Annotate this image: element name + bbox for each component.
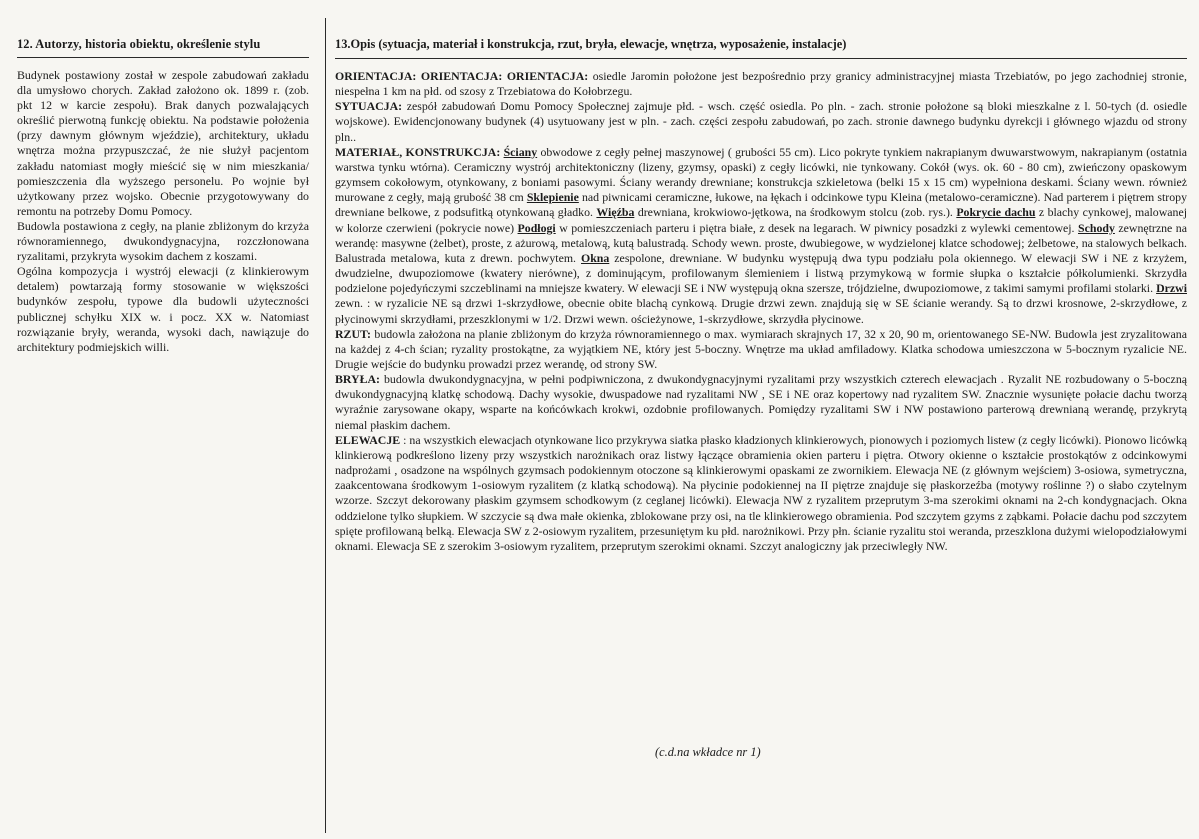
history-paragraph: Budynek postawiony został w zespole zabudowań zakładu dla umysłowo chorych. Zakład założono ok. 1899 r. (zob. pkt 12 w karcie zespołu). Brak danych pozwalających określić pierwotną funkcję obiektu. Na podstawie położenia (przy dawnym głównym wjeździe), architektury, układu wnętrza można przypuszczać, że nie służył pacjentom zakładu natomiast mogły mieścić się w nim mieszkania/ pomieszczenia dla wyższego personelu. Po wojnie był użytkowany przez wojsko. Obecnie przygotowywany do remontu na potrzeby Domu Pomocy. xyxy=(17,68,309,218)
section-13-heading: 13.Opis (sytuacja, materiał i konstrukcja, rzut, bryła, elewacje, wnętrza, wyposażenie, instalacje) xyxy=(335,37,847,51)
bryla-label: BRYŁA: xyxy=(335,372,380,387)
elewacje-text: : na wszystkich elewacjach otynkowane lico przykrywa siatka płasko kładzionych klinkierowych, pionowych i poziomych listew (z cegły licówki). Pionowo licówką klinkierową podkreślono lizeny przy wszystkich narożnikach oraz listwy łączące obramienia okien parteru i piętra. Otwory okienne o kształcie prostokątów z odcinkowymi nadprożami , osadzone na wspólnych gzymsach podokiennym otoczone są klinkierowymi opaskami ze zwornikiem. Elewacja NE (z głównym wejściem) 3-osiowa, symetryczna, zaakcentowana środkowym 1-osiowym ryzalitem (z klatką schodową). Na płycinie podokiennej na II piętrze znajduje się płaskorzeźba (motywy roślinne ?) o słabo czytelnym wzorze. Szczyt dekorowany płaskim gzymsem schodkowym (z ceglanej licówki). Elewacja NW z ryzalitem przeprutym 3-ma szerokimi oknami na 2-ch kondygnacjach. Okna oddzielone tylko słupkiem. W szczycie są dwa małe okienka, zblokowane przy osi, na tle klinkierowego obramienia. Pod szczytem gzyms z ząbkami. Połacie dachu pod szczytem spięte profilowaną belką. Elewacja SW z 2-osiowym ryzalitem, przesuniętym ku płd. narożnikowi. Przy płn. ścianie ryzalitu stoi weranda, przeszklona dużymi wielopodziałowymi oknami. Elewacja SE z szerokim 3-osiowym ryzalitem, przeprutym szerokimi oknami. Szczyt analogiczny jak przeciwległy NW. xyxy=(335,432,1187,553)
sytuacja-paragraph xyxy=(335,99,1187,144)
windows-keyword: Okna xyxy=(581,250,610,265)
bryla-paragraph xyxy=(335,372,1187,433)
elewacje-label: ELEWACJE xyxy=(335,432,401,447)
vault-text: nad piwnicami ceramiczne, łukowe, na łękach i odcinkowe typu Kleina (metalowo-ceramiczne). Nad parterem i piętrem stropy drewniane belkowe, z podsufitką otynkowaną gładko. xyxy=(335,190,1188,220)
walls-text: obwodowe z cegły pełnej maszynowej ( grubości 55 cm). Lico pokryte tynkiem nakrapianym dwuwarstwowym, nakrapianym (ostatnia warstwa tynku wtórna). Ceramiczny wystrój architektoniczny (lizeny, gzymsy, opaski) z cegły licówki, nie tynkowany. Cokół (wys. ok. 60 - 80 cm), zwieńczony opaskowym gzymsem cokołowym, otynkowany, z boniami pasowymi. Ściany werandy drewniane; konstrukcja szkieletowa (belki 15 x 15 cm) wypełniona deskami. Ściany wewn. również murowane z cegły, mają grubość 38 cm xyxy=(335,144,1188,205)
structure-paragraph: Budowla postawiona z cegły, na planie zbliżonym do krzyża równoramiennego, dwukondygnacyjna, rozczłonowana ryzalitami, przykryta wysokim dachem z koszami. xyxy=(17,218,309,264)
rzut-text: budowla założona na planie zbliżonym do krzyża równoramiennego o max. wymiarach skrajnych 17, 32 x 20, 90 m, orientowanego SE-NW. Budowla jest zryzalitowana na każdej z 4-ch ścian; ryzality prostokątne, za wyjątkiem NE, który jest 5-boczny. Wnętrze ma układ amfiladowy. Klatka schodowa umieszczona w 5-bocznym ryzalicie NE. Drugie wejście do budynku prowadzi przez werandę, od strony SW. xyxy=(335,326,1187,371)
stairs-text: zewnętrzne na werandę: masywne (żelbet), proste, z ażurową, metalową, kutą balustradą. Schody wewn. proste, dwubiegowe, w wydzielonej klatce schodowej; żelbetowe, na stalowych belkach. Balustrada metalowa, kuta z drewn. pochwytem. xyxy=(335,220,1187,265)
material-paragraph xyxy=(335,145,1187,327)
doors-keyword: Drzwi xyxy=(1156,281,1187,296)
doors-text: zewn. : w ryzalicie NE są drzwi 1-skrzydłowe, obecnie obite blachą cynkową. Drugie drzwi zewn. znajdują się w SE ścianie werandy. Są to drzwi krosnowe, 2-skrzydłowe, z płycinowymi skrzydłami, przeszklonymi w 1/2. Drzwi wewn. ościeżynowe, 1-skrzydłowe, skrzydła płycinowe. xyxy=(335,296,1187,326)
bryla-text: budowla dwukondygnacyjna, w pełni podpiwniczona, z dwukondygnacyjnymi ryzalitami przy wszystkich czterech elewacjach . Ryzalit NE rozbudowany o 5-boczną dwukondygnacyjną klatkę schodową. Dachy wysokie, dwuspadowe nad ryzalitami NW , SE i NE oraz kopertowy nad ryzalitem SW. Znacznie wysunięte połacie dachu tworzą wyraźnie zarysowane okapy, wsparte na końcówkach krokwi, ozdobnie profilowanych. Pomiędzy ryzalitami SW i NW postawiono parterową drewnianą werandę, przykrytą niemal płaskim dachem. xyxy=(335,372,1187,432)
section-12 xyxy=(17,36,309,355)
floors-keyword: Podłogi xyxy=(517,220,556,235)
section-13 xyxy=(335,36,1187,554)
continuation-note: (c.d.na wkładce nr 1) xyxy=(655,745,761,759)
vault-keyword: Sklepienie xyxy=(526,190,579,205)
rzut-label: RZUT: xyxy=(335,326,371,341)
section-12-rule xyxy=(17,57,309,58)
roofing-keyword: Pokrycie dachu xyxy=(956,205,1036,220)
stairs-keyword: Schody xyxy=(1078,220,1115,235)
orientacja-label: ORIENTACJA: ORIENTACJA: ORIENTACJA: xyxy=(335,69,589,83)
walls-keyword: Ściany xyxy=(503,144,538,159)
section-12-heading: 12. Autorzy, historia obiektu, określenie stylu xyxy=(17,37,261,51)
orientacja-paragraph xyxy=(335,69,1187,99)
roof-truss-text: drewniana, krokwiowo-jętkowa, na środkowym stolcu (zob. rys.). xyxy=(634,205,957,220)
rzut-paragraph xyxy=(335,327,1187,372)
elewacje-paragraph xyxy=(335,433,1187,554)
floors-text: w pomieszczeniach parteru i piętra białe, z desek na legarach. W piwnicy posadzki z wylewki cementowej. xyxy=(555,220,1079,235)
material-label: MATERIAŁ, KONSTRUKCJA: xyxy=(335,144,501,159)
style-paragraph: Ogólna kompozycja i wystrój elewacji (z klinkierowym detalem) powtarzają formy stosowanie w większości budynków zespołu, typowe dla budowli użyteczności publicznej schyłku XIX w. i pocz. XX w. Natomiast rozwiązanie bryły, weranda, wysoki dach, nawiązuje do architektury podmiejskich willi. xyxy=(17,264,309,354)
roofing-text: z blachy cynkowej, malowanej w kolorze czerwieni (pokrycie nowe) xyxy=(335,205,1188,235)
roof-truss-keyword: Więźba xyxy=(596,205,635,220)
sytuacja-label: SYTUACJA: xyxy=(335,99,403,114)
windows-text: zespolone, drewniane. W budynku występują dwa typu podziału pola okiennego. W elewacji SW i NE z krzyżem, dwudzielne, dwupoziomowe (kwatery nierówne), z dominującym, profilowanym ślemieniem i listwą przymykową w formie słupka o kształcie półkolumienki. Skrzydła podzielone pojedyńczymi szczeblinami na mniejsze kwatery. W elewacji SE i NW występują okna szersze, trójdzielne, dwupoziomowe, z takimi samymi profilami stolarki. xyxy=(335,250,1187,296)
column-divider xyxy=(325,18,326,833)
sytuacja-text: zespół zabudowań Domu Pomocy Społecznej zajmuje płd. - wsch. część osiedla. Po pln. - zach. stronie położone są bloki mieszkalne z l. 50-tych (d. osiedle wojskowe). Ewidencjonowany budynek (4) usytuowany jest w pln. - zach. części zespołu zabudowań, po zach. stronie dawnego budynku dyrekcji i głównego wjazdu od strony pln.. xyxy=(335,99,1187,144)
orientacja-text: osiedle Jaromin położone jest bezpośrednio przy granicy administracyjnej miasta Trzebiatów, po jego zachodniej stronie, niespełna 1 km na płd. od szosy z Trzebiatowa do Kołobrzegu. xyxy=(335,69,1187,99)
section-13-rule xyxy=(335,58,1187,59)
